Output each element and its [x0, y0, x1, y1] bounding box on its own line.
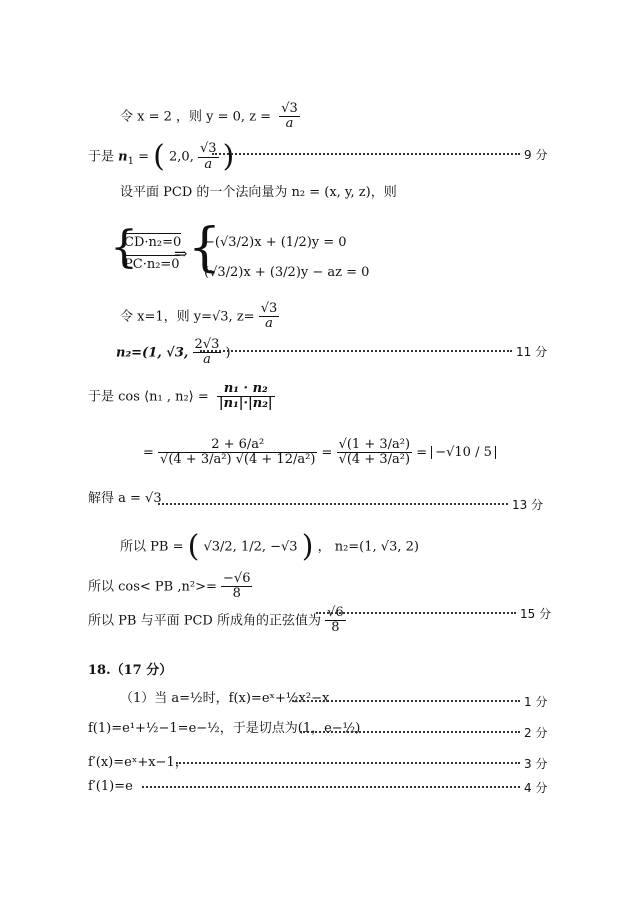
fraction: [193, 338, 222, 368]
fraction-den: |n₁|·|n₂|: [218, 396, 273, 412]
fraction-den: 8: [232, 586, 241, 602]
line-text: 令 x = 2 ，则 y = 0, z =: [120, 109, 272, 125]
score-label: 11 分: [516, 345, 548, 359]
fraction: [158, 438, 317, 468]
line-vector-pb: [120, 529, 419, 564]
line-cos-pb: [88, 572, 252, 602]
line-text: 所以 cos< PB ,n²>=: [88, 579, 217, 595]
line-f1: f(1)=e¹+½−1=e−½，于是切点为(1，e−½): [88, 721, 361, 736]
brace-left: {: [110, 222, 138, 273]
equals: =: [138, 149, 154, 165]
subscript: 1: [127, 156, 134, 168]
fraction-num: n₁ · n₂: [217, 382, 275, 397]
fraction: [259, 302, 280, 332]
fraction-num: √(1 + 3/a²): [338, 437, 411, 452]
leader-dots: [158, 503, 508, 505]
line-let-x-2: [120, 102, 300, 132]
question-title: 18.（17 分）: [88, 663, 173, 678]
equals: =: [143, 445, 154, 461]
line-cos-def: [88, 382, 275, 412]
vector-body: 2,0,: [169, 149, 194, 165]
line-let-x-1: [120, 302, 279, 332]
fraction: [198, 142, 219, 172]
leader-dots: [212, 153, 520, 155]
fraction: [279, 102, 300, 132]
line-fprime: f′(x)=eˣ+x−1，: [88, 755, 188, 770]
fraction-num: √3: [199, 141, 217, 157]
line-text: 于是: [88, 149, 115, 165]
line-normal-vector: 设平面 PCD 的一个法向量为 n₂ = (x, y, z)，则: [120, 185, 397, 200]
fraction-den: a: [204, 156, 213, 172]
fraction-num: √3: [260, 301, 278, 316]
line-text: n₂=(1, √3,: [116, 345, 189, 361]
fraction: [325, 606, 346, 636]
fraction-den: a: [265, 316, 273, 332]
score-label: 15 分: [520, 607, 552, 621]
score-label: 3 分: [524, 757, 548, 771]
leader-dots: [292, 700, 520, 702]
paren-open: (: [153, 139, 165, 174]
fraction-num: √6: [327, 605, 344, 620]
line-text: 所以 PB =: [120, 539, 184, 555]
score-label: 4 分: [524, 781, 548, 795]
fraction-den: a: [285, 116, 294, 132]
line-sine-value: [88, 606, 346, 636]
line-text: 所以 PB 与平面 PCD 所成角的正弦值为: [88, 613, 321, 629]
line-fprime-1: f′(1)=e: [88, 779, 133, 794]
score-label: 9 分: [524, 148, 548, 162]
fraction-num: 2√3: [194, 337, 220, 352]
line-text: 解得 a = √3: [88, 491, 162, 506]
absolute-value: −√10 / 5: [431, 446, 496, 459]
system-left-2: [124, 258, 180, 271]
fraction: [221, 572, 252, 602]
leader-dots: [176, 762, 520, 764]
paren-close: ): [301, 529, 314, 564]
leader-dots: [200, 350, 512, 352]
system-right-1: −(√3/2)x + (1/2)y = 0: [204, 235, 347, 250]
score-label: 2 分: [524, 726, 548, 740]
score-label: 13 分: [512, 498, 544, 512]
fraction-num: 2 + 6/a²: [158, 438, 317, 453]
equals: =: [416, 445, 428, 461]
line-text: 令 x=1，则 y=√3, z=: [120, 309, 255, 325]
vector-body: √3/2, 1/2, −√3: [203, 539, 298, 555]
fraction-den: a: [203, 352, 211, 368]
line-q18-part1: （1）当 a=½时，f(x)=eˣ+½x²−x: [120, 691, 330, 706]
line-n2: [116, 338, 231, 368]
paren-open: (: [187, 529, 200, 564]
line-text: ， n₂=(1, √3, 2): [317, 539, 419, 555]
line-n1: [88, 139, 235, 174]
fraction-den: √(4 + 3/a²) √(4 + 12/a²): [160, 452, 316, 468]
vector-n: n: [118, 149, 128, 165]
brace-right: {: [188, 218, 222, 278]
system-right-2: (√3/2)x + (3/2)y − az = 0: [204, 265, 370, 280]
implies-arrow: ⇒: [174, 244, 188, 263]
line-cos-calc: [143, 438, 496, 468]
line-solve-a: [88, 492, 162, 505]
system-left-1: [124, 236, 181, 249]
fraction-den: √(4 + 3/a²): [338, 452, 411, 468]
fraction: [337, 438, 412, 468]
fraction-den: 8: [331, 620, 340, 636]
fraction-num: √3: [281, 101, 298, 116]
paren-close: ): [222, 139, 235, 174]
equals: =: [321, 445, 333, 461]
score-label: 1 分: [524, 695, 548, 709]
paren-close: ): [225, 345, 231, 361]
line-text: 于是 cos ⟨n₁ , n₂⟩ =: [88, 389, 209, 405]
equation-text: CD·n₂=0: [124, 235, 182, 250]
leader-dots: [142, 786, 520, 788]
fraction-num: −√6: [223, 571, 251, 586]
leader-dots: [316, 612, 516, 614]
equation-text: PC·n₂=0: [124, 257, 180, 272]
leader-dots: [300, 731, 520, 733]
fraction: [217, 382, 275, 412]
